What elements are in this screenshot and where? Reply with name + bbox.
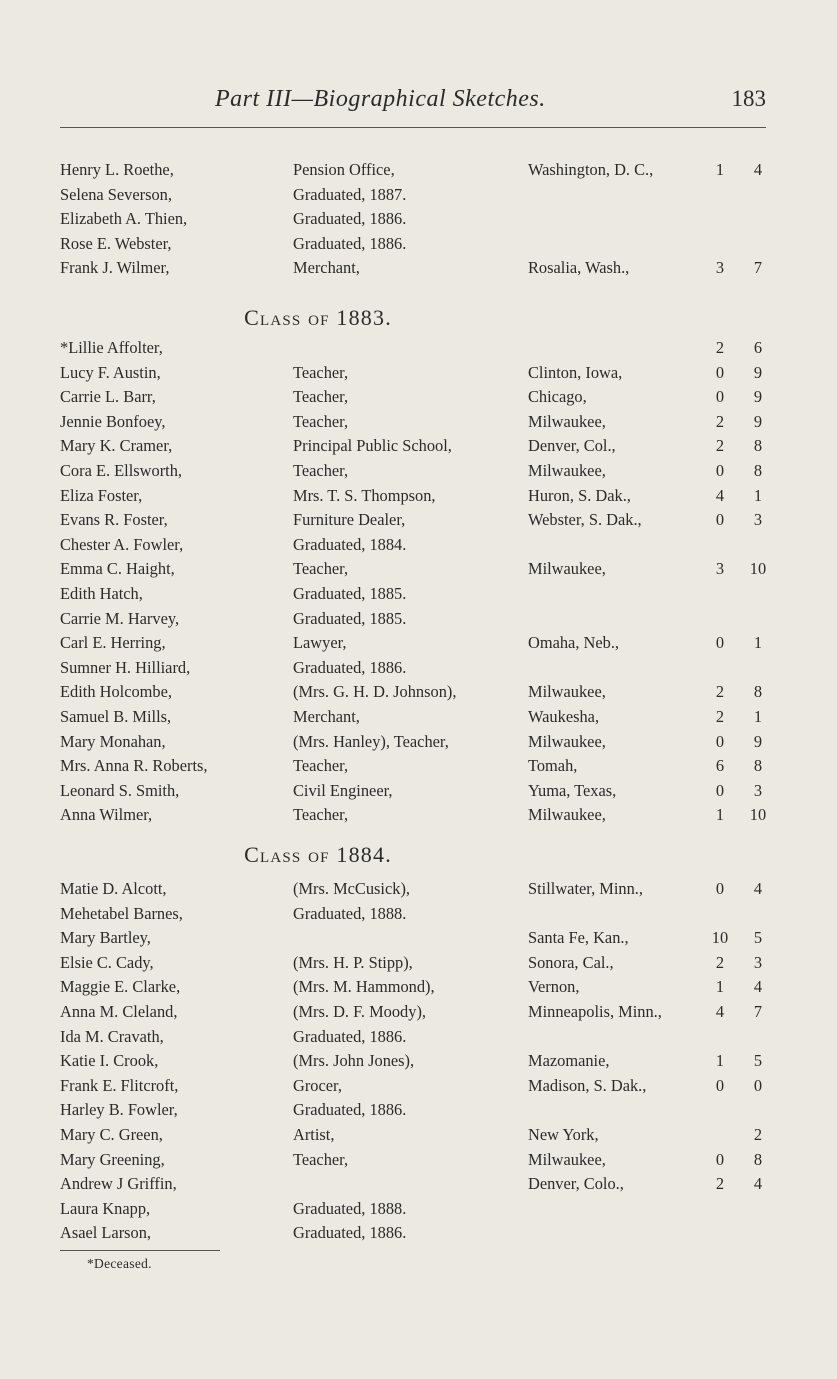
entry-name: Mary Greening, — [60, 1149, 165, 1169]
entry-location: Mazomanie, — [528, 1051, 610, 1071]
entry-name: Emma C. Haight, — [60, 559, 175, 579]
entry-figure-a: 2 — [715, 436, 725, 456]
header-rule — [60, 127, 766, 128]
list-item — [60, 385, 770, 410]
list-item — [60, 557, 770, 582]
list-item — [60, 158, 770, 183]
list-item — [60, 1074, 770, 1099]
entry-occupation: (Mrs. McCusick), — [293, 879, 410, 898]
entry-occupation: Graduated, 1885. — [293, 608, 407, 628]
entry-figure-a: 3 — [715, 258, 725, 278]
entry-location: Milwaukee, — [528, 559, 606, 579]
entry-figure-b: 4 — [753, 1174, 763, 1194]
list-item — [60, 1172, 770, 1197]
page-number: 183 — [731, 86, 766, 111]
entry-figure-b: 0 — [753, 1075, 763, 1095]
entry-figure-a: 4 — [715, 1001, 725, 1021]
entry-name: Selena Severson, — [60, 184, 172, 204]
list-item — [60, 207, 770, 232]
entry-occupation: Teacher, — [293, 362, 349, 382]
entry-occupation: Graduated, 1888. — [293, 1198, 407, 1218]
entry-occupation: (Mrs. John Jones), — [293, 1051, 415, 1071]
entry-name: Jennie Bonfoey, — [60, 411, 166, 431]
entry-name: Maggie E. Clarke, — [60, 977, 181, 997]
entry-location: Yuma, Texas, — [528, 780, 617, 800]
entry-figure-b: 4 — [753, 977, 763, 997]
entry-name: Sumner H. Hilliard, — [60, 657, 191, 677]
entry-figure-a: 0 — [715, 387, 725, 407]
list-item — [60, 975, 770, 1000]
entry-name: Ida M. Cravath, — [60, 1026, 164, 1046]
entry-figure-a: 0 — [715, 731, 725, 751]
entry-name: Lucy F. Austin, — [60, 362, 161, 382]
list-item — [60, 256, 770, 281]
entry-figure-b: 4 — [753, 160, 763, 179]
entry-occupation: (Mrs. D. F. Moody), — [293, 1001, 427, 1021]
entry-name: Rose E. Webster, — [60, 233, 172, 253]
entry-figure-a: 1 — [715, 977, 725, 997]
entry-location: Madison, S. Dak., — [528, 1075, 647, 1095]
list-item — [60, 705, 770, 730]
entry-figure-b: 10 — [749, 559, 767, 579]
entry-occupation: (Mrs. G. H. D. Johnson), — [293, 682, 457, 702]
entry-location: Santa Fe, Kan., — [528, 928, 629, 948]
entry-occupation: (Mrs. H. P. Stipp), — [293, 952, 413, 972]
entry-figure-a: 2 — [715, 338, 725, 357]
list-item — [60, 232, 770, 257]
list-item — [60, 1025, 770, 1050]
entry-figure-a: 0 — [715, 1149, 725, 1169]
entry-occupation: Teacher, — [293, 411, 349, 431]
entry-figure-b: 10 — [749, 805, 767, 825]
entry-figure-a: 2 — [715, 952, 725, 972]
entry-name: Anna Wilmer, — [60, 805, 153, 825]
entry-location: Milwaukee, — [528, 682, 606, 702]
entry-occupation: Graduated, 1884. — [293, 534, 407, 554]
entry-name: Matie D. Alcott, — [60, 879, 167, 898]
list-item — [60, 1049, 770, 1074]
entry-occupation: Graduated, 1886. — [293, 1100, 407, 1120]
list-item — [60, 1000, 770, 1025]
entry-name: Mary C. Green, — [60, 1124, 163, 1144]
entry-figure-a: 4 — [715, 485, 725, 505]
continued-class-list — [60, 158, 770, 281]
entry-occupation: Graduated, 1888. — [293, 903, 407, 923]
entry-location: Waukesha, — [528, 706, 600, 726]
entry-name: Henry L. Roethe, — [60, 160, 174, 179]
list-item — [60, 779, 770, 804]
entry-figure-a: 0 — [715, 510, 725, 530]
list-item — [60, 754, 770, 779]
entry-figure-a: 0 — [715, 1075, 725, 1095]
class-1883-list — [60, 336, 770, 828]
entry-figure-b: 9 — [753, 362, 763, 382]
entry-figure-a: 0 — [715, 879, 725, 898]
entry-occupation: Graduated, 1885. — [293, 583, 407, 603]
entry-location: Huron, S. Dak., — [528, 485, 631, 505]
entry-location: Washington, D. C., — [528, 160, 654, 179]
list-item — [60, 434, 770, 459]
entry-figure-a: 0 — [715, 460, 725, 480]
entry-name: Samuel B. Mills, — [60, 706, 172, 726]
entry-location: Milwaukee, — [528, 460, 606, 480]
list-item — [60, 680, 770, 705]
entry-location: Tomah, — [528, 756, 578, 776]
entry-figure-a: 10 — [711, 928, 729, 948]
entry-name: Anna M. Cleland, — [60, 1001, 178, 1021]
entry-figure-b: 1 — [753, 633, 763, 653]
entry-location: Milwaukee, — [528, 731, 606, 751]
entry-figure-b: 8 — [753, 436, 763, 456]
entry-occupation: Mrs. T. S. Thompson, — [293, 485, 436, 505]
list-item — [60, 902, 770, 927]
entry-location: Stillwater, Minn., — [528, 879, 643, 898]
entry-name: Frank E. Flitcroft, — [60, 1075, 179, 1095]
class-heading-1883: Class of 1883. — [244, 305, 392, 330]
entry-figure-a: 2 — [715, 1174, 725, 1194]
entry-figure-b: 3 — [753, 952, 763, 972]
entry-figure-b: 8 — [753, 1149, 763, 1169]
entry-figure-b: 7 — [753, 258, 763, 278]
entry-location: Denver, Col., — [528, 436, 616, 456]
list-item — [60, 484, 770, 509]
entry-location: Minneapolis, Minn., — [528, 1001, 662, 1021]
entry-figure-b: 8 — [753, 460, 763, 480]
entry-name: Andrew J Griffin, — [60, 1174, 177, 1194]
entry-figure-a: 2 — [715, 411, 725, 431]
entry-occupation: Teacher, — [293, 460, 349, 480]
list-item — [60, 607, 770, 632]
entry-occupation: Graduated, 1886. — [293, 1026, 407, 1046]
entry-figure-a: 1 — [715, 1051, 725, 1071]
entry-occupation: Graduated, 1886. — [293, 1223, 407, 1243]
entry-figure-b: 9 — [753, 731, 763, 751]
entry-occupation: Pension Office, — [293, 160, 395, 179]
entry-figure-a: 0 — [715, 362, 725, 382]
list-item — [60, 1148, 770, 1173]
entry-figure-b: 4 — [753, 879, 763, 898]
entry-name: Elizabeth A. Thien, — [60, 209, 188, 229]
entry-occupation: Graduated, 1886. — [293, 657, 407, 677]
entry-occupation: Teacher, — [293, 559, 349, 579]
list-item — [60, 1098, 770, 1123]
list-item — [60, 656, 770, 681]
entry-location: Milwaukee, — [528, 1149, 606, 1169]
entry-name: Asael Larson, — [60, 1223, 152, 1243]
list-item — [60, 951, 770, 976]
entry-occupation: Merchant, — [293, 706, 360, 726]
entry-name: Chester A. Fowler, — [60, 534, 184, 554]
entry-name: Frank J. Wilmer, — [60, 258, 170, 278]
entry-occupation: Furniture Dealer, — [293, 510, 406, 530]
entry-occupation: Teacher, — [293, 387, 349, 407]
class-1884-list — [60, 877, 770, 1246]
entry-figure-b: 1 — [753, 706, 763, 726]
entry-figure-b: 1 — [753, 485, 763, 505]
list-item — [60, 877, 770, 902]
entry-occupation: Artist, — [293, 1124, 335, 1144]
entry-occupation: Teacher, — [293, 805, 349, 825]
entry-figure-b: 9 — [753, 387, 763, 407]
entry-location: Webster, S. Dak., — [528, 510, 642, 530]
entry-location: Milwaukee, — [528, 805, 606, 825]
entry-name: Edith Holcombe, — [60, 682, 172, 702]
entry-location: Vernon, — [528, 977, 580, 997]
footnote: *Deceased. — [87, 1256, 152, 1271]
entry-name: Elsie C. Cady, — [60, 952, 154, 972]
entry-location: Denver, Colo., — [528, 1174, 624, 1194]
entry-name: Evans R. Foster, — [60, 510, 168, 530]
entry-name: Edith Hatch, — [60, 583, 143, 603]
entry-name: Carrie L. Barr, — [60, 387, 156, 407]
list-item — [60, 410, 770, 435]
entry-name: Mrs. Anna R. Roberts, — [60, 756, 208, 776]
entry-figure-b: 8 — [753, 682, 763, 702]
list-item — [60, 803, 770, 828]
entry-name: Harley B. Fowler, — [60, 1100, 178, 1120]
running-head — [60, 86, 766, 120]
entry-occupation: Lawyer, — [293, 633, 347, 653]
entry-figure-b: 5 — [753, 928, 763, 948]
entry-occupation: Civil Engineer, — [293, 780, 393, 800]
entry-figure-b: 9 — [753, 411, 763, 431]
entry-figure-b: 2 — [753, 1124, 763, 1144]
entry-figure-b: 5 — [753, 1051, 763, 1071]
entry-name: Leonard S. Smith, — [60, 780, 180, 800]
entry-location: Omaha, Neb., — [528, 633, 620, 653]
entry-name: Katie I. Crook, — [60, 1051, 159, 1071]
entry-name: Mary K. Cramer, — [60, 436, 173, 456]
entry-occupation: (Mrs. M. Hammond), — [293, 977, 435, 997]
list-item — [60, 533, 770, 558]
entry-name: Laura Knapp, — [60, 1198, 151, 1218]
list-item — [60, 1221, 770, 1246]
entry-location: Milwaukee, — [528, 411, 606, 431]
list-item — [60, 631, 770, 656]
entry-name: Mehetabel Barnes, — [60, 903, 183, 923]
entry-occupation: Graduated, 1887. — [293, 184, 407, 204]
entry-name: Cora E. Ellsworth, — [60, 460, 183, 480]
entry-figure-a: 6 — [715, 756, 725, 776]
entry-location: Clinton, Iowa, — [528, 362, 623, 382]
list-item — [60, 926, 770, 951]
entry-figure-b: 3 — [753, 780, 763, 800]
entry-figure-a: 2 — [715, 706, 725, 726]
entry-name: Carl E. Herring, — [60, 633, 166, 653]
entry-name: *Lillie Affolter, — [60, 338, 163, 357]
entry-figure-a: 0 — [715, 780, 725, 800]
running-head-title: Part III—Biographical Sketches. — [215, 86, 546, 112]
list-item — [60, 1197, 770, 1222]
entry-figure-a: 2 — [715, 682, 725, 702]
entry-occupation: Graduated, 1886. — [293, 209, 407, 229]
list-item — [60, 508, 770, 533]
entry-occupation: Grocer, — [293, 1075, 342, 1095]
entry-name: Mary Monahan, — [60, 731, 166, 751]
entry-name: Eliza Foster, — [60, 485, 143, 505]
entry-figure-b: 6 — [753, 338, 763, 357]
entry-location: Chicago, — [528, 387, 587, 407]
entry-figure-b: 7 — [753, 1001, 763, 1021]
entry-location: Sonora, Cal., — [528, 952, 614, 972]
list-item — [60, 459, 770, 484]
entry-location: Rosalia, Wash., — [528, 258, 630, 278]
entry-occupation: Graduated, 1886. — [293, 233, 407, 253]
list-item — [60, 1123, 770, 1148]
list-item — [60, 336, 770, 361]
entry-name: Mary Bartley, — [60, 928, 151, 948]
list-item — [60, 730, 770, 755]
footnote-rule — [60, 1250, 220, 1251]
entry-occupation: (Mrs. Hanley), Teacher, — [293, 731, 449, 751]
entry-occupation: Merchant, — [293, 258, 360, 278]
entry-figure-b: 3 — [753, 510, 763, 530]
entry-figure-a: 1 — [715, 160, 725, 179]
entry-location: New York, — [528, 1124, 599, 1144]
entry-occupation: Principal Public School, — [293, 436, 452, 456]
entry-occupation: Teacher, — [293, 1149, 349, 1169]
entry-figure-a: 1 — [715, 805, 725, 825]
list-item — [60, 582, 770, 607]
entry-occupation: Teacher, — [293, 756, 349, 776]
list-item — [60, 361, 770, 386]
class-heading-1884: Class of 1884. — [244, 842, 392, 867]
entry-figure-a: 3 — [715, 559, 725, 579]
entry-name: Carrie M. Harvey, — [60, 608, 180, 628]
entry-figure-a: 0 — [715, 633, 725, 653]
list-item — [60, 183, 770, 208]
entry-figure-b: 8 — [753, 756, 763, 776]
